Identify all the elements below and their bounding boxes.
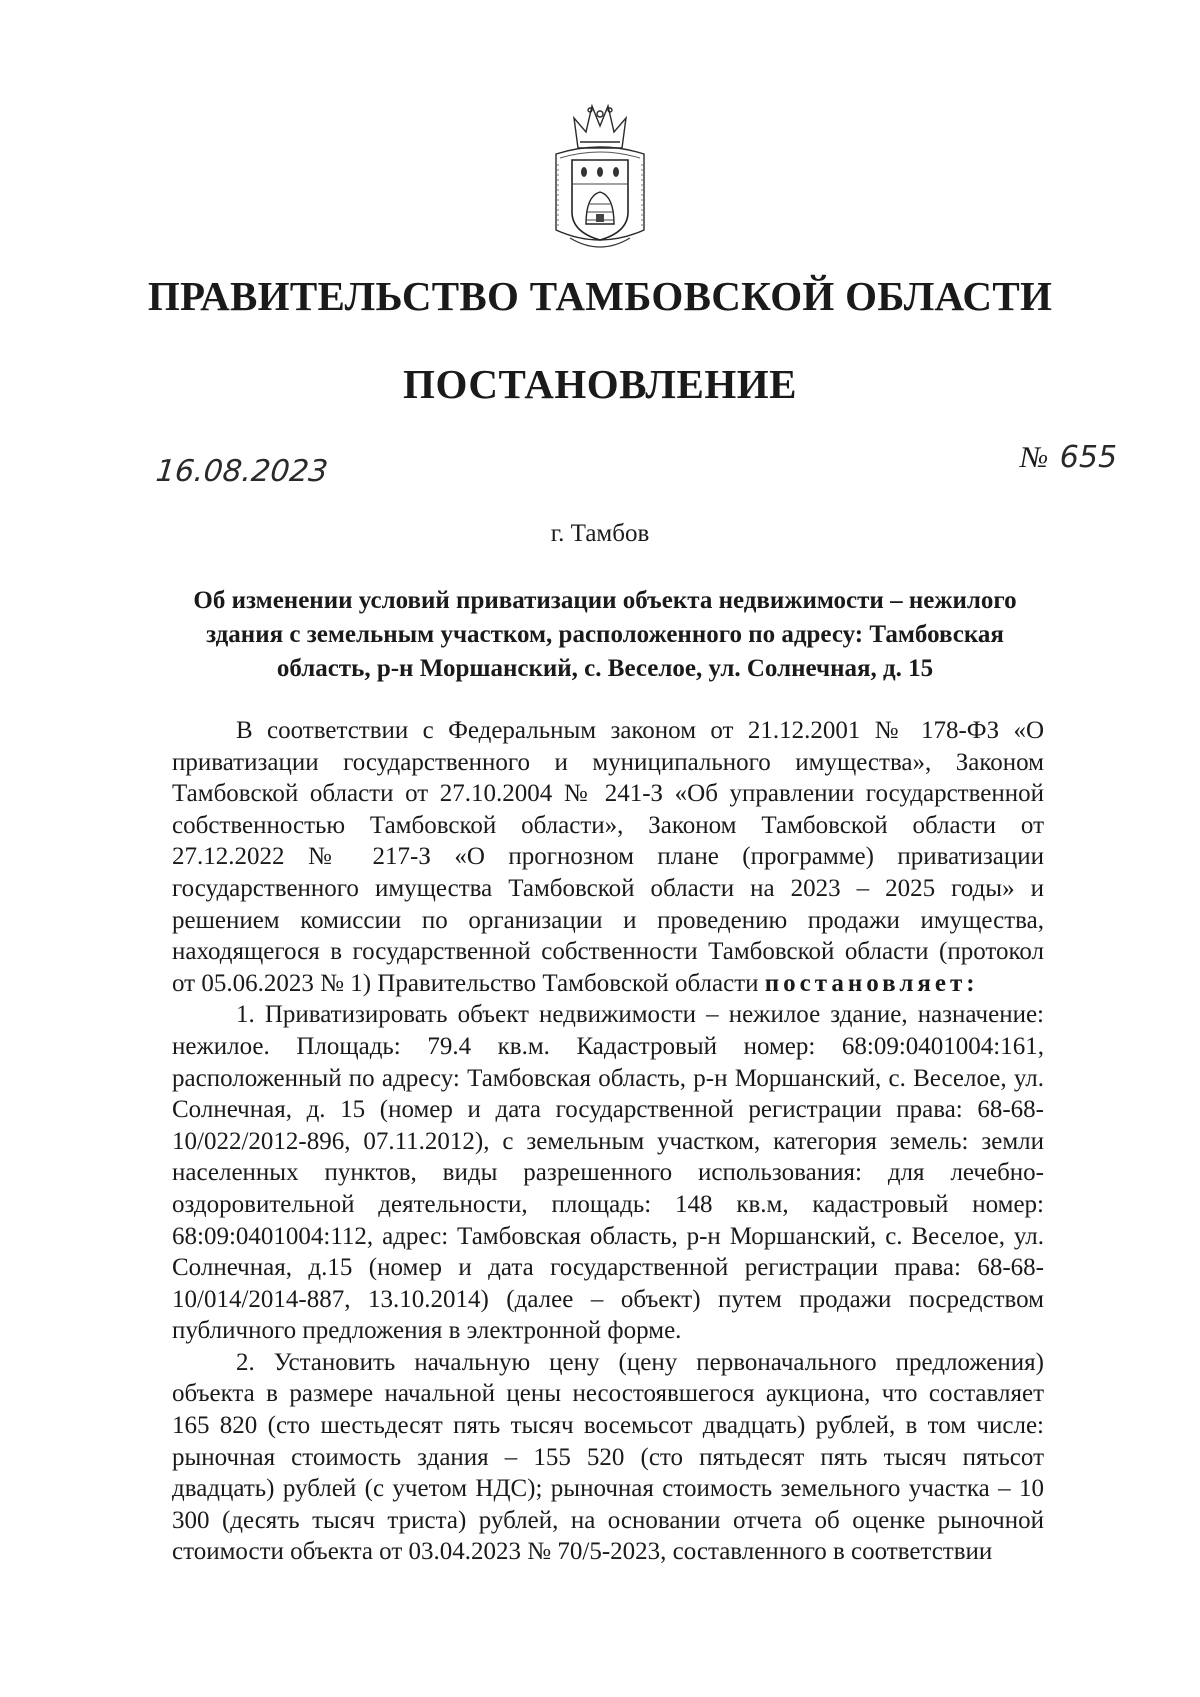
organization-title: ПРАВИТЕЛЬСТВО ТАМБОВСКОЙ ОБЛАСТИ [147,273,1053,319]
preamble-paragraph [172,715,1044,999]
item-2-paragraph: 2. Установить начальную цену (цену первоначального предложения) объекта в размере начальной цены несостоявшегося аукциона, что составляет 165 820 (сто шестьдесят пять тысяч восемьсот двадцать) рублей, в том числе: рыночная стоимость здания – 155 520 (сто пятьдесят пять тысяч пятьсот двадцать) рублей (с учетом НДС); рыночная стоимость земельного участка – 10 300 (десять тысяч триста) рублей, на основании отчета об оценке рыночной стоимости объекта от 03.04.2023 № 70/5-2023, составленного в соответствии [172,1348,1044,1566]
resolves-colon: : [966,969,979,997]
tambov-coat-of-arms-icon [550,100,650,260]
document-subject: Об изменении условий приватизации объекта недвижимости – нежилого здания с земельным участком, расположенного по адресу: Тамбовская область, р-н Моршанский, с. Веселое, ул. Солнечная, д. 15 [193,587,1017,682]
city-line: г. Тамбов [550,520,650,547]
document-body [172,715,1044,1568]
preamble-text: В соответствии с Федеральным законом от 21.12.2001 № 178-ФЗ «О приватизации государственного и муниципального имущества», Законом Тамбовской области от 27.10.2004 № 241-З «Об управлении государственной собственностью Тамбовской области», Законом Тамбовской области от 27.12.2022 № 217-З «О прогнозном плане (программе) приватизации государственного имущества Тамбовской области на 2023 – 2025 годы» и решением комиссии по организации и проведению продажи имущества, находящегося в государственной собственности Тамбовской области (протокол от 05.06.2023 № 1) Правительство Тамбовской области [172,717,1044,997]
item-1-paragraph: 1. Приватизировать объект недвижимости – нежилое здание, назначение: нежилое. Площадь: 79.4 кв.м. Кадастровый номер: 68:09:0401004:161, расположенный по адресу: Тамбовская область, р-н Моршанский, с. Веселое, ул. Солнечная, д. 15 (номер и дата государственной регистрации права: 68-68-10/022/2012-896, 07.11.2012), с земельным участком, категория земель: земли населенных пунктов, виды разрешенного использования: для лечебно-оздоровительной деятельности, площадь: 148 кв.м, кадастровый номер: 68:09:0401004:112, адрес: Тамбовская область, р-н Моршанский, с. Веселое, ул. Солнечная, д.15 (номер и дата государственной регистрации права: 68-68-10/014/2014-887, 13.10.2014) (далее – объект) путем продажи посредством публичного предложения в электронной форме. [172,1001,1044,1345]
document-number [1020,440,1117,475]
document-date: 16.08.2023 [154,454,330,489]
number-value: 655 [1059,440,1118,475]
resolves-word: постановляет [764,969,967,997]
document-type-title: ПОСТАНОВЛЕНИЕ [403,361,797,407]
number-sign: № [1020,441,1049,474]
